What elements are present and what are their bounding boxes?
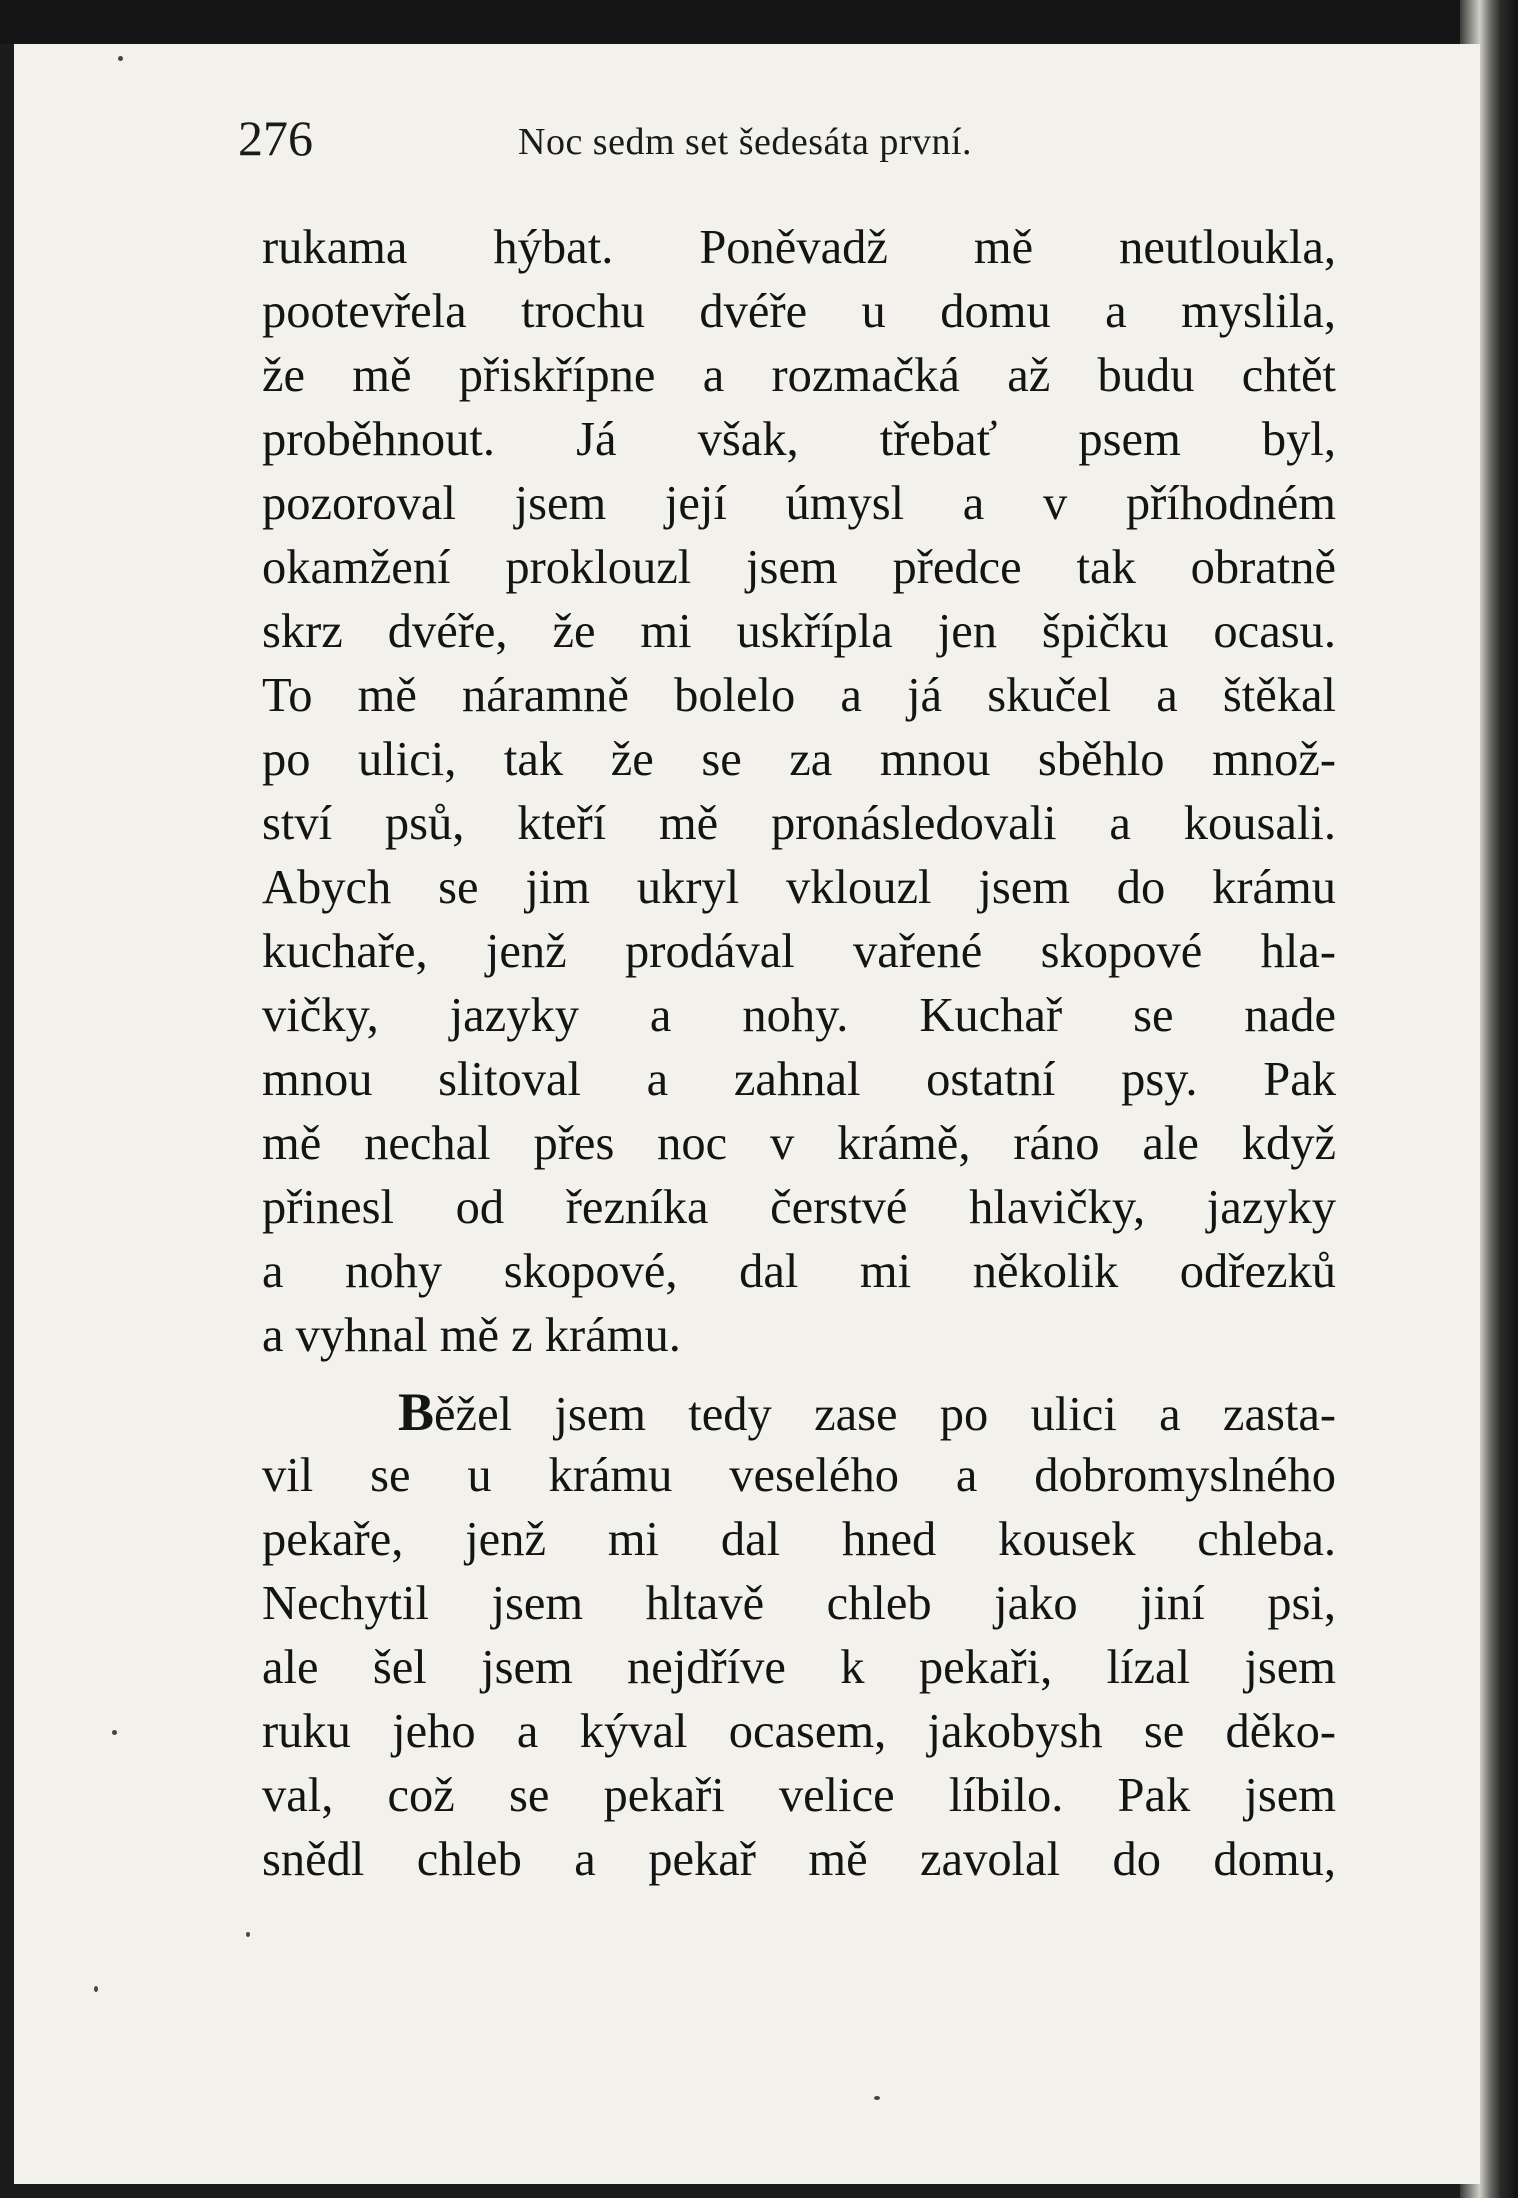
text-line: skrz dvéře, že mi uskřípla jen špičku ocasu.: [262, 605, 1336, 658]
text-line: vil se u krámu veselého a dobromyslného: [262, 1449, 1336, 1502]
text-line: a nohy skopové, dal mi několik odřezků: [262, 1245, 1336, 1298]
drop-cap: B: [398, 1382, 435, 1442]
scan-speck: [112, 1730, 117, 1735]
running-title: Noc sedm set šedesáta první.: [518, 121, 973, 163]
text-line: proběhnout. Já však, třebať psem byl,: [262, 413, 1336, 466]
text-line-rest: ěžel jsem tedy zase po ulici a zasta-: [434, 1388, 1336, 1441]
paragraph-gap: [262, 1368, 1336, 1380]
text-line: vičky, jazyky a nohy. Kuchař se nade: [262, 989, 1336, 1042]
text-line: snědl chleb a pekař mě zavolal do domu,: [262, 1833, 1336, 1886]
scan-speck: [246, 1932, 250, 1937]
text-line: ruku jeho a kýval ocasem, jakobysh se děko-: [262, 1705, 1336, 1758]
scan-speck: [118, 56, 123, 61]
text-line: mnou slitoval a zahnal ostatní psy. Pak: [262, 1053, 1336, 1106]
paragraph-2: [262, 1380, 1336, 1892]
scan-top-shadow: [0, 0, 1518, 44]
text-line: pekaře, jenž mi dal hned kousek chleba.: [262, 1513, 1336, 1566]
scan-speck: [874, 2096, 880, 2100]
scan-speck: [94, 1986, 98, 1992]
text-line: val, což se pekaři velice líbilo. Pak jsem: [262, 1769, 1336, 1822]
body-text: [262, 216, 1336, 1892]
text-line: okamžení proklouzl jsem předce tak obratně: [262, 541, 1336, 594]
text-line: rukama hýbat. Poněvadž mě neutloukla,: [262, 221, 1336, 274]
text-line: Abych se jim ukryl vklouzl jsem do krámu: [262, 861, 1336, 914]
text-line: mě nechal přes noc v krámě, ráno ale když: [262, 1117, 1336, 1170]
text-line: pozoroval jsem její úmysl a v příhodném: [262, 477, 1336, 530]
text-line: kuchaře, jenž prodával vařené skopové hla-: [262, 925, 1336, 978]
text-line: že mě přiskřípne a rozmačká až budu chtět: [262, 349, 1336, 402]
text-line: pootevřela trochu dvéře u domu a myslila,: [262, 285, 1336, 338]
page-header: [238, 108, 1348, 168]
text-line: ale šel jsem nejdříve k pekaři, lízal jsem: [262, 1641, 1336, 1694]
text-line: [262, 1380, 1336, 1444]
paragraph-1: [262, 216, 1336, 1368]
page-number: 276: [238, 110, 313, 166]
text-line: To mě náramně bolelo a já skučel a štěkal: [262, 669, 1336, 722]
text-line: Nechytil jsem hltavě chleb jako jiní psi,: [262, 1577, 1336, 1630]
text-line: přinesl od řezníka čerstvé hlavičky, jazyky: [262, 1181, 1336, 1234]
text-line: a vyhnal mě z krámu.: [262, 1309, 681, 1362]
text-line: po ulici, tak že se za mnou sběhlo množ-: [262, 733, 1336, 786]
text-line: ství psů, kteří mě pronásledovali a kousali.: [262, 797, 1336, 850]
